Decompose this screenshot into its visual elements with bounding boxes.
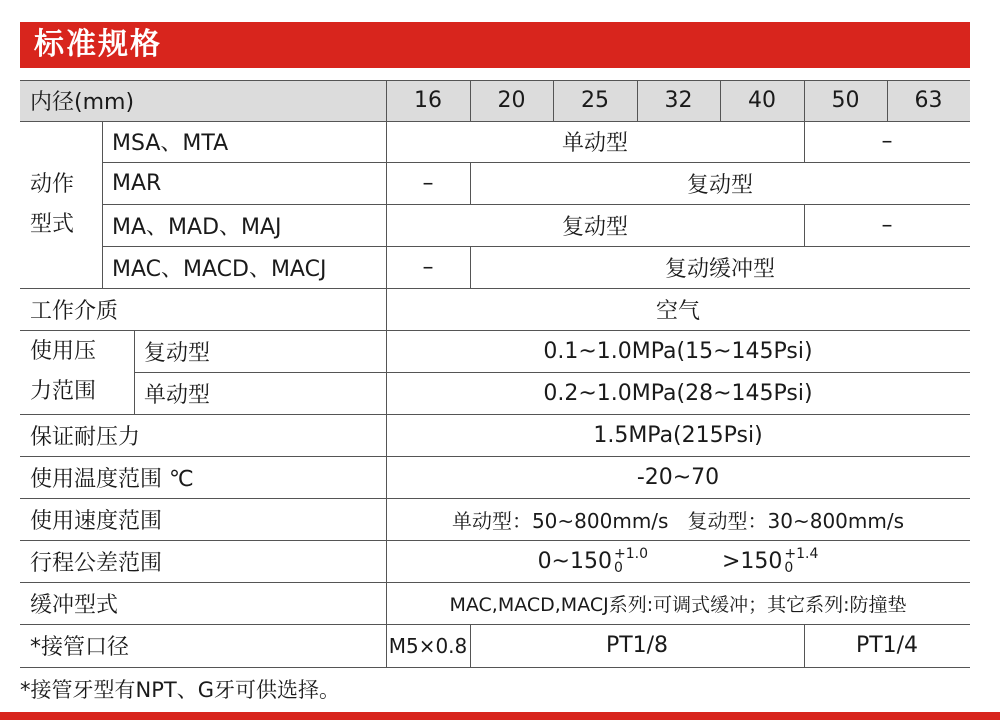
speed-label: 使用速度范围 — [30, 508, 163, 534]
pressure-single-label: 单动型 — [144, 382, 211, 408]
port-pt14: PT1/4 — [855, 633, 919, 658]
bore-32: 32 — [664, 88, 693, 113]
msa-dash: – — [881, 129, 893, 154]
title-bar — [20, 22, 970, 68]
mar-type-value: 复动型 — [686, 172, 753, 198]
ma-dash: – — [881, 212, 893, 238]
model-msa-mta: MSA、MTA — [112, 131, 229, 156]
medium-value: 空气 — [655, 298, 700, 324]
mac-type-value: 复动缓冲型 — [664, 256, 775, 282]
proof-pressure-label: 保证耐压力 — [30, 424, 141, 450]
bottom-accent-bar — [0, 712, 1000, 720]
tolerance-a: 0~150 +1.0 0 — [537, 546, 648, 576]
msa-type-value: 单动型 — [561, 131, 628, 156]
mac-dash: – — [422, 254, 434, 280]
temperature-value: -20~70 — [636, 464, 720, 490]
bore-40: 40 — [748, 88, 776, 113]
bore-50: 50 — [831, 88, 860, 113]
model-mac-macd-macj: MAC、MACD、MACJ — [112, 256, 327, 282]
action-type-label: 动作 型式 — [30, 171, 75, 237]
section-title: 标准规格 — [34, 27, 162, 62]
footnote: *接管牙型有NPT、G牙可供选择。 — [20, 678, 340, 702]
cushion-label: 缓冲型式 — [30, 592, 119, 618]
bore-25: 25 — [581, 88, 609, 113]
temperature-label: 使用温度范围 ℃ — [30, 466, 194, 492]
pressure-double-value: 0.1~1.0MPa(15~145Psi) — [543, 338, 813, 364]
bore-63: 63 — [914, 88, 943, 113]
model-ma-mad-maj: MA、MAD、MAJ — [112, 214, 282, 240]
mar-dash: – — [422, 170, 434, 196]
port-pt18: PT1/8 — [605, 633, 669, 658]
bore-label: 内径(mm) — [30, 90, 135, 115]
bore-16: 16 — [414, 88, 442, 113]
model-mar: MAR — [112, 170, 162, 196]
proof-pressure-value: 1.5MPa(215Psi) — [593, 422, 763, 448]
tolerance-b: >150 +1.4 0 — [721, 546, 819, 576]
stroke-tolerance-label: 行程公差范围 — [30, 550, 163, 576]
pressure-double-label: 复动型 — [144, 340, 211, 366]
spec-table — [20, 80, 970, 668]
stroke-tolerance-value — [386, 540, 970, 582]
port-size-label: *接管口径 — [30, 635, 130, 660]
pressure-single-value: 0.2~1.0MPa(28~145Psi) — [543, 380, 813, 406]
medium-label: 工作介质 — [30, 298, 119, 324]
pressure-range-label: 使用压 力范围 — [30, 339, 97, 404]
speed-value: 单动型：50~800mm/s 复动型：30~800mm/s — [451, 508, 905, 533]
port-m5: M5×0.8 — [388, 633, 468, 658]
ma-type-value: 复动型 — [561, 214, 628, 240]
cushion-value: MAC,MACD,MACJ系列:可调式缓冲；其它系列:防撞垫 — [449, 593, 907, 616]
bore-20: 20 — [497, 88, 526, 113]
